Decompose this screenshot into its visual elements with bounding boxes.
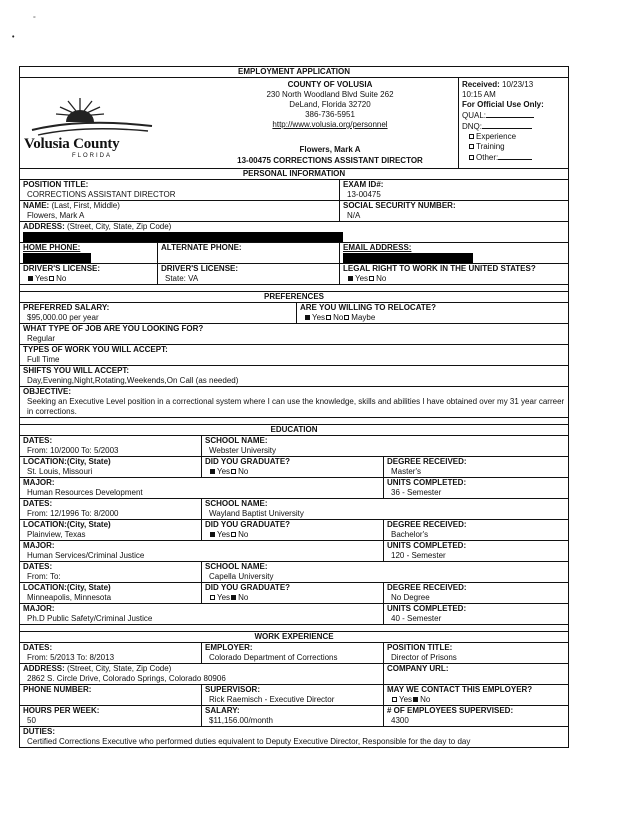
edu-graduate-label: DID YOU GRADUATE?	[205, 520, 291, 529]
work-salary-label: SALARY:	[205, 706, 240, 715]
education-section	[19, 424, 569, 631]
alternate-phone-label: ALTERNATE PHONE:	[161, 243, 242, 252]
work-phone-label: PHONE NUMBER:	[23, 685, 92, 694]
hours-value: 50	[27, 716, 36, 725]
edu-school-label: SCHOOL NAME:	[205, 499, 268, 508]
address-redaction	[23, 232, 343, 242]
work-salary-value: $11,156.00/month	[209, 716, 273, 725]
applicant-name-line: Flowers, Mark A	[299, 145, 361, 154]
hours-label: HOURS PER WEEK:	[23, 706, 100, 715]
shifts-value: Day,Evening,Night,Rotating,Weekends,On Call (as needed)	[27, 376, 239, 385]
county-phone: 386-736-5951	[305, 110, 355, 119]
edu-dates-label: DATES:	[23, 436, 53, 445]
relocate-maybe-checkbox[interactable]	[344, 315, 349, 320]
work-dates-value: From: 5/2013 To: 8/2013	[27, 653, 115, 662]
edu-major-value: Human Resources Development	[27, 488, 143, 497]
personal-info-title: PERSONAL INFORMATION	[20, 169, 568, 180]
training-label: Training	[476, 142, 505, 151]
preferences-section	[19, 291, 569, 424]
dl-yes-checkbox[interactable]	[28, 276, 33, 281]
preferences-title: PREFERENCES	[20, 292, 568, 303]
application-title: EMPLOYMENT APPLICATION	[20, 67, 568, 78]
position-title-label: POSITION TITLE:	[23, 180, 89, 189]
received-label: Received:	[462, 80, 500, 89]
county-url-link[interactable]: http://www.volusia.org/personnel	[272, 120, 388, 129]
edu-degree-label: DEGREE RECEIVED:	[387, 583, 467, 592]
preferred-salary-value: $95,000.00 per year	[27, 313, 99, 322]
edu-dates-label: DATES:	[23, 562, 53, 571]
scan-speck: •	[12, 34, 15, 41]
edu-degree-label: DEGREE RECEIVED:	[387, 520, 467, 529]
legal-yes-checkbox[interactable]	[348, 276, 353, 281]
dnq-blank	[482, 121, 532, 129]
edu-school-label: SCHOOL NAME:	[205, 436, 268, 445]
edu-units-label: UNITS COMPLETED:	[387, 541, 467, 550]
edu-graduate-no-checkbox[interactable]	[231, 469, 236, 474]
qual-label: QUAL:	[462, 111, 487, 120]
preferred-salary-label: PREFERRED SALARY:	[23, 303, 110, 312]
exam-id-label: EXAM ID#:	[343, 180, 384, 189]
ssn-value: N/A	[347, 211, 361, 220]
dnq-label: DNQ:	[462, 122, 482, 131]
supervisor-value: Rick Raemisch - Executive Director	[209, 695, 335, 704]
edu-units-label: UNITS COMPLETED:	[387, 604, 467, 613]
edu-school-label: SCHOOL NAME:	[205, 562, 268, 571]
edu-graduate-yes-label: Yes	[217, 593, 231, 602]
county-city: DeLand, Florida 32720	[289, 100, 371, 109]
relocate-yes-label: Yes	[312, 313, 326, 322]
edu-graduate-yes-checkbox[interactable]	[210, 532, 215, 537]
contact-no-label: No	[420, 695, 431, 704]
company-url-label: COMPANY URL:	[387, 664, 449, 673]
work-dates-label: DATES:	[23, 643, 53, 652]
work-experience-section	[19, 631, 569, 748]
edu-degree-label: DEGREE RECEIVED:	[387, 457, 467, 466]
relocate-no-label: No	[333, 313, 344, 322]
edu-graduate-label: DID YOU GRADUATE?	[205, 457, 291, 466]
position-title-value: CORRECTIONS ASSISTANT DIRECTOR	[27, 190, 176, 199]
edu-graduate-no-checkbox[interactable]	[231, 532, 236, 537]
contact-no-checkbox[interactable]	[413, 697, 418, 702]
edu-location-label: LOCATION:(City, State)	[23, 520, 111, 529]
legal-no-label: No	[376, 274, 387, 283]
dl-no-label: No	[56, 274, 67, 283]
edu-major-label: MAJOR:	[23, 604, 55, 613]
home-phone-redaction	[23, 253, 91, 263]
edu-graduate-no-label: No	[238, 593, 249, 602]
other-label: Other:	[476, 153, 499, 162]
work-experience-title: WORK EXPERIENCE	[20, 632, 568, 643]
exam-id-value: 13-00475	[347, 190, 381, 199]
contact-employer-label: MAY WE CONTACT THIS EMPLOYER?	[387, 685, 533, 694]
work-type-label: TYPES OF WORK YOU WILL ACCEPT:	[23, 345, 168, 354]
edu-school-value: Wayland Baptist University	[209, 509, 304, 518]
duties-label: DUTIES:	[23, 727, 55, 736]
applicant-summary	[170, 144, 490, 166]
duties-value: Certified Corrections Executive who performed duties equivalent to Deputy Executive Director, Responsible for the day to day	[27, 737, 471, 746]
logo-subtitle: FLORIDA	[72, 153, 113, 159]
work-position-label: POSITION TITLE:	[387, 643, 453, 652]
edu-graduate-label: DID YOU GRADUATE?	[205, 583, 291, 592]
name-value: Flowers, Mark A	[27, 211, 85, 220]
legal-yes-label: Yes	[355, 274, 369, 283]
relocate-maybe-label: Maybe	[351, 313, 376, 322]
edu-units-value: 40 - Semester	[391, 614, 442, 623]
relocate-label: ARE YOU WILLING TO RELOCATE?	[300, 303, 436, 312]
name-hint: (Last, First, Middle)	[51, 201, 120, 210]
scan-speck: °	[33, 16, 36, 23]
employees-supervised-value: 4300	[391, 716, 409, 725]
contact-yes-checkbox[interactable]	[392, 697, 397, 702]
shifts-label: SHIFTS YOU WILL ACCEPT:	[23, 366, 130, 375]
address-hint: (Street, City, State, Zip Code)	[67, 222, 172, 231]
dl-yes-label: Yes	[35, 274, 49, 283]
received-time: 10:15 AM	[462, 90, 496, 99]
legal-no-checkbox[interactable]	[369, 276, 374, 281]
legal-right-label: LEGAL RIGHT TO WORK IN THE UNITED STATES?	[343, 264, 536, 273]
county-address-block	[210, 80, 450, 130]
drivers-license-label: DRIVER'S LICENSE:	[23, 264, 101, 273]
other-blank	[498, 152, 532, 160]
edu-graduate-yes-label: Yes	[217, 530, 231, 539]
edu-major-label: MAJOR:	[23, 541, 55, 550]
edu-major-value: Ph.D Public Safety/Criminal Justice	[27, 614, 153, 623]
dl-no-checkbox[interactable]	[49, 276, 54, 281]
employer-label: EMPLOYER:	[205, 643, 253, 652]
employees-supervised-label: # OF EMPLOYEES SUPERVISED:	[387, 706, 514, 715]
relocate-no-checkbox[interactable]	[326, 315, 331, 320]
edu-graduate-no-checkbox[interactable]	[231, 595, 236, 600]
objective-value: Seeking an Executive Level position in a correctional system where I can use the knowledge, skills and abilities I have obtained over my 31 year carreer in corrections.	[27, 397, 565, 416]
edu-degree-value: No Degree	[391, 593, 430, 602]
work-type-value: Full Time	[27, 355, 60, 364]
edu-location-value: Plainview, Texas	[27, 530, 86, 539]
work-address-value: 2862 S. Circle Drive, Colorado Springs, Colorado 80906	[27, 674, 226, 683]
edu-major-value: Human Services/Criminal Justice	[27, 551, 145, 560]
official-use-label: For Official Use Only:	[462, 100, 544, 109]
edu-dates-value: From: 10/2000 To: 5/2003	[27, 446, 119, 455]
edu-major-label: MAJOR:	[23, 478, 55, 487]
edu-school-value: Capella University	[209, 572, 274, 581]
edu-graduate-no-label: No	[238, 530, 249, 539]
application-header	[19, 66, 569, 291]
edu-dates-value: From: To:	[27, 572, 61, 581]
address-label: ADDRESS:	[23, 222, 65, 231]
edu-location-label: LOCATION:(City, State)	[23, 583, 111, 592]
edu-graduate-no-label: No	[238, 467, 249, 476]
edu-units-value: 36 - Semester	[391, 488, 442, 497]
logo-name: Volusia County	[24, 136, 120, 152]
objective-label: OBJECTIVE:	[23, 387, 72, 396]
job-type-label: WHAT TYPE OF JOB ARE YOU LOOKING FOR?	[23, 324, 204, 333]
work-address-hint: (Street, City, State, Zip Code)	[67, 664, 172, 673]
email-redaction	[343, 253, 473, 263]
experience-label: Experience	[476, 132, 517, 141]
county-street: 230 North Woodland Blvd Suite 262	[266, 90, 394, 99]
edu-graduate-yes-checkbox[interactable]	[210, 595, 215, 600]
edu-dates-value: From: 12/1996 To: 8/2000	[27, 509, 119, 518]
edu-degree-value: Master's	[391, 467, 421, 476]
qual-blank	[486, 110, 534, 118]
edu-school-value: Webster University	[209, 446, 276, 455]
edu-location-value: St. Louis, Missouri	[27, 467, 93, 476]
contact-yes-label: Yes	[399, 695, 413, 704]
employment-application-form	[19, 66, 569, 748]
edu-units-label: UNITS COMPLETED:	[387, 478, 467, 487]
edu-graduate-yes-label: Yes	[217, 467, 231, 476]
email-label: EMAIL ADDRESS:	[343, 243, 412, 252]
edu-degree-value: Bachelor's	[391, 530, 429, 539]
edu-location-label: LOCATION:(City, State)	[23, 457, 111, 466]
home-phone-label: HOME PHONE:	[23, 243, 81, 252]
edu-dates-label: DATES:	[23, 499, 53, 508]
position-line: 13-00475 CORRECTIONS ASSISTANT DIRECTOR	[237, 156, 423, 165]
supervisor-label: SUPERVISOR:	[205, 685, 260, 694]
employer-value: Colorado Department of Corrections	[209, 653, 338, 662]
work-position-value: Director of Prisons	[391, 653, 457, 662]
edu-graduate-yes-checkbox[interactable]	[210, 469, 215, 474]
drivers-license-state-label: DRIVER'S LICENSE:	[161, 264, 239, 273]
received-date: 10/23/13	[502, 80, 534, 89]
ssn-label: SOCIAL SECURITY NUMBER:	[343, 201, 456, 210]
county-name: COUNTY OF VOLUSIA	[287, 80, 373, 89]
relocate-yes-checkbox[interactable]	[305, 315, 310, 320]
experience-checkbox[interactable]	[469, 134, 474, 139]
drivers-license-state: State: VA	[165, 274, 199, 283]
work-address-label: ADDRESS:	[23, 664, 65, 673]
name-label: NAME:	[23, 201, 50, 210]
edu-location-value: Minneapolis, Minnesota	[27, 593, 112, 602]
education-title: EDUCATION	[20, 425, 568, 436]
job-type-value: Regular	[27, 334, 56, 343]
edu-units-value: 120 - Semester	[391, 551, 446, 560]
